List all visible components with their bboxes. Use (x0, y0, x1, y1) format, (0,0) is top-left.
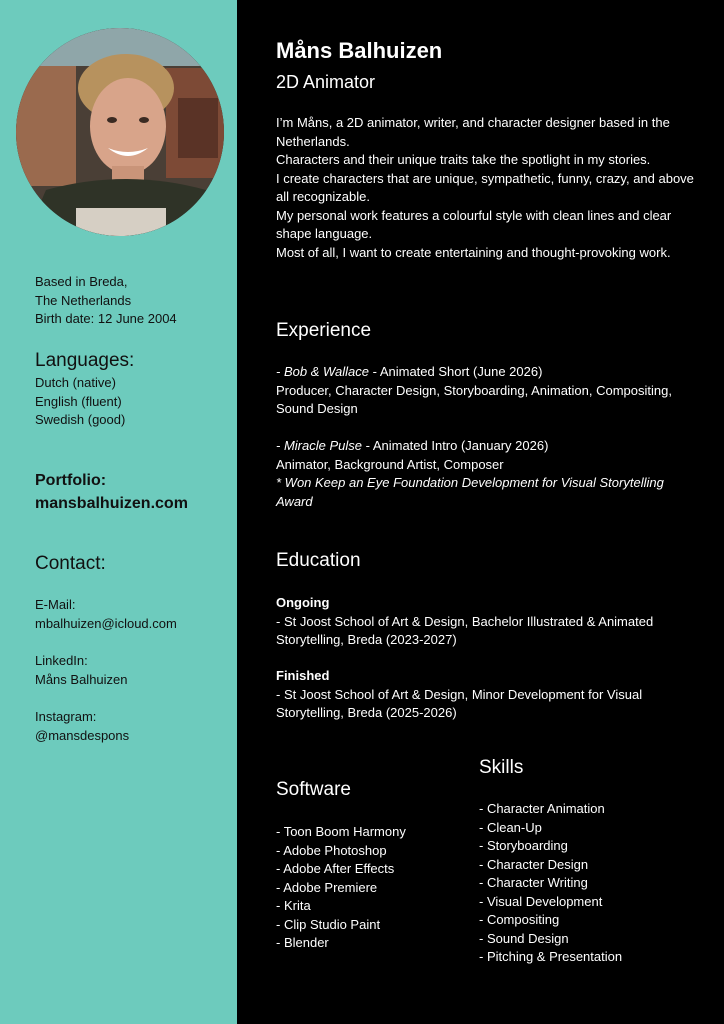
skill-item: - Sound Design (479, 930, 569, 946)
bio-line: Most of all, I want to create entertaining and thought-provoking work. (276, 244, 671, 260)
experience-note: * Won Keep an Eye Foundation Development for Visual Storytelling Award (276, 475, 664, 509)
skills-list (479, 800, 622, 967)
skill-item: - Character Design (479, 856, 589, 872)
linkedin-label: LinkedIn: (35, 653, 88, 668)
software-title: Software (276, 779, 351, 800)
languages-title: Languages: (35, 350, 135, 371)
language-item: Dutch (native) (35, 375, 116, 390)
experience-project: Miracle Pulse (283, 438, 362, 453)
education-ongoing-label: Ongoing (276, 595, 330, 610)
experience-item (276, 437, 696, 511)
experience-roles: Producer, Character Design, Storyboarding, Animation, Compositing, Sound Design (276, 382, 672, 416)
location-line1: Based in Breda, (35, 274, 128, 289)
skill-item: - Pitching & Presentation (479, 949, 623, 964)
skills-title: Skills (479, 757, 524, 778)
instagram-block (35, 708, 129, 745)
person-name: Måns Balhuizen (276, 38, 443, 63)
experience-title: Experience (276, 320, 372, 341)
software-item: - Adobe Premiere (276, 879, 378, 895)
contact-title: Contact: (35, 553, 106, 574)
skill-item: - Compositing (479, 912, 560, 927)
portfolio-label: Portfolio: (35, 472, 107, 489)
email-label: E-Mail: (35, 597, 76, 612)
experience-project: Bob & Wallace (283, 364, 369, 379)
profile-photo (16, 28, 224, 236)
skill-item: - Storyboarding (479, 838, 568, 853)
experience-roles: Animator, Background Artist, Composer (276, 456, 504, 472)
portfolio-link[interactable]: mansbalhuizen.com (35, 495, 188, 512)
education-title: Education (276, 550, 361, 571)
location-info (35, 273, 177, 329)
bio (276, 114, 696, 262)
experience-item (276, 363, 696, 419)
software-item: - Blender (276, 935, 329, 950)
email-link[interactable]: mbalhuizen@icloud.com (35, 615, 177, 631)
education-finished-text: - St Joost School of Art & Design, Minor Development for Visual Storytelling, Breda (2025-2026) (276, 686, 643, 720)
birth-date: Birth date: 12 June 2004 (35, 311, 177, 326)
instagram-link[interactable]: @mansdespons (35, 727, 130, 743)
skill-item: - Clean-Up (479, 819, 542, 835)
software-item: - Toon Boom Harmony (276, 824, 406, 839)
profile-photo-image (16, 28, 224, 236)
education-finished-label: Finished (276, 668, 330, 683)
email-block (35, 596, 177, 633)
location-line2: The Netherlands (35, 292, 132, 308)
instagram-label: Instagram: (35, 709, 97, 724)
software-item: - Adobe Photoshop (276, 842, 387, 858)
experience-prefix: - (276, 364, 284, 379)
education-ongoing-text: - St Joost School of Art & Design, Bachelor Illustrated & Animated Storytelling, Breda (2023-2027) (276, 613, 654, 647)
skill-item: - Character Animation (479, 801, 605, 816)
experience-detail: - Animated Intro (January 2026) (361, 438, 549, 453)
bio-line: I’m Måns, a 2D animator, writer, and character designer based in the Netherlands. (276, 115, 670, 149)
language-item: English (fluent) (35, 393, 122, 409)
bio-line: I create characters that are unique, sympathetic, funny, crazy, and above all recognizable. (276, 170, 694, 204)
job-title: 2D Animator (276, 72, 376, 92)
experience-prefix: - (276, 438, 284, 453)
bio-line: Characters and their unique traits take the spotlight in my stories. (276, 152, 651, 167)
experience-detail: - Animated Short (June 2026) (368, 364, 543, 379)
linkedin-block (35, 652, 128, 689)
skill-item: - Character Writing (479, 875, 588, 890)
languages-list (35, 374, 125, 430)
linkedin-link[interactable]: Måns Balhuizen (35, 671, 128, 687)
education-finished (276, 667, 696, 723)
software-list (276, 823, 406, 953)
sidebar (0, 0, 237, 1024)
bio-line: My personal work features a colourful style with clean lines and clear shape language. (276, 207, 672, 241)
language-item: Swedish (good) (35, 412, 126, 427)
education-ongoing (276, 594, 696, 650)
software-item: - Clip Studio Paint (276, 916, 381, 932)
software-item: - Adobe After Effects (276, 861, 395, 876)
skill-item: - Visual Development (479, 893, 603, 909)
portfolio-block (35, 469, 188, 515)
software-item: - Krita (276, 898, 311, 913)
